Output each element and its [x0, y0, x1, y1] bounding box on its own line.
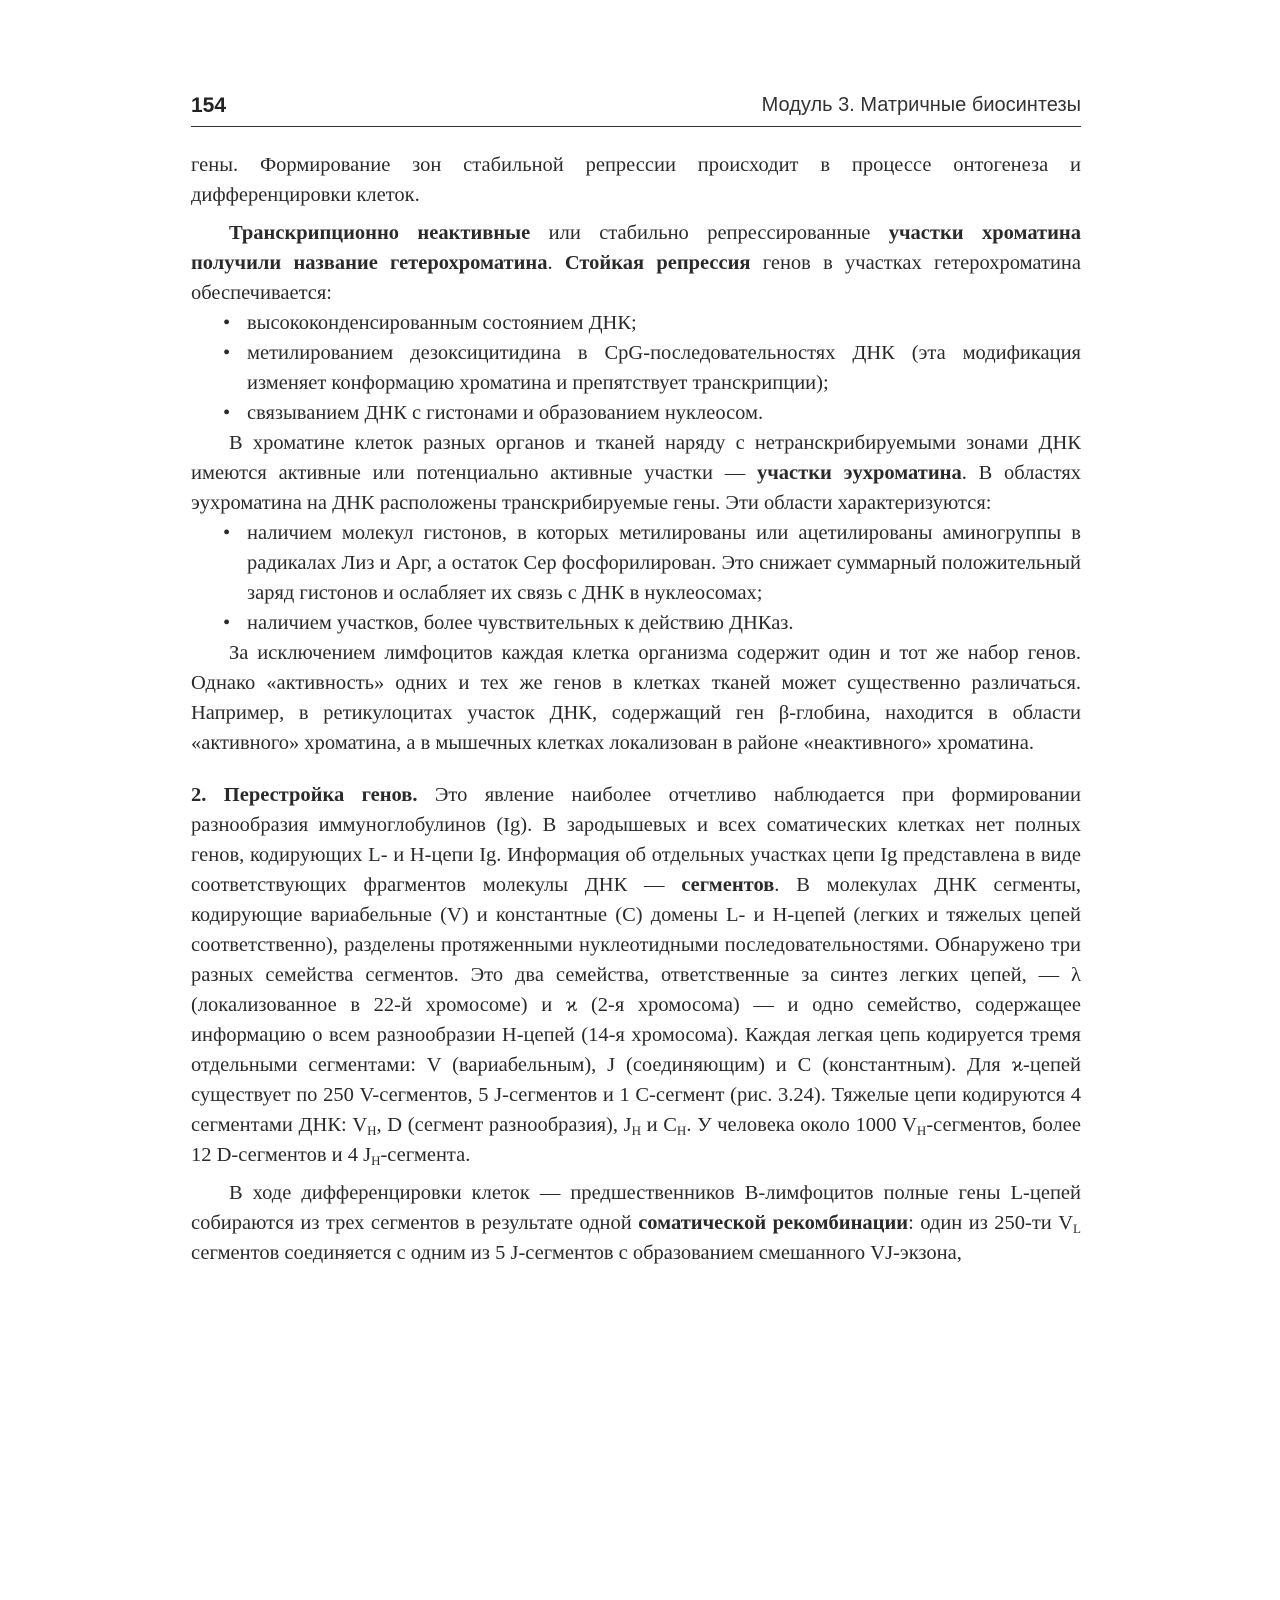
- bold-term: участки эухроматина: [756, 462, 962, 484]
- section-heading: 2. Перестройка генов.: [191, 784, 418, 806]
- list-item: • метилированием дезоксицитидина в CpG-последовательностях ДНК (эта модификация изменяет конформацию хроматина и препятствует транскрипции);: [247, 338, 1081, 398]
- text-run: . В областях эухроматина на ДНК расположены транскрибируемые гены. Эти области характеризуются:: [191, 462, 1082, 514]
- running-header: [191, 92, 1081, 127]
- text-run: -сегментов, более 12 D-сегментов и 4 J: [191, 1114, 1081, 1166]
- bold-term: Стойкая репрессия: [564, 252, 751, 274]
- list-item: • высококонденсированным состоянием ДНК;: [247, 308, 1081, 338]
- list-item: • наличием молекул гистонов, в которых метилированы или ацетилированы аминогруппы в радикалах Лиз и Арг, а остаток Сер фосфорилирован. Это снижает суммарный положительный заряд гистонов и ослабляет их связь с ДНК в нуклеосомах;: [247, 518, 1081, 608]
- paragraph-euchromatin: [191, 428, 1081, 518]
- text-run: . В молекулах ДНК сегменты, кодирующие вариабельные (V) и константные (C) домены L- и H-цепей (легких и тяжелых цепей соответственно), разделены протяженными нуклеотидными последовательностями. Обнаружено три разных семейства сегментов. Это два семейства, ответственные за синтез легких цепей, — λ (локализованное в 22-й хромосоме) и ϰ (2-я хромосома) — и одно семейство, содержащее информацию о всем разнообразии H-цепей (14-я хромосома). Каждая легкая цепь кодируется тремя отдельными сегментами: V (вариабельным), J (соединяющим) и C (константным). Для ϰ-цепей существует по 250 V-сегментов, 5 J-сегментов и 1 C-сегмент (рис. 3.24). Тяжелые цепи кодируются 4 сегментами ДНК: V: [191, 874, 1081, 1136]
- body-text: [191, 150, 1081, 1268]
- list-item: • связыванием ДНК с гистонами и образованием нуклеосом.: [247, 398, 1081, 428]
- heterochromatin-features-list: [191, 308, 1081, 428]
- bold-term: участки хроматина получили название гетерохроматина: [191, 222, 1081, 274]
- text-run: : один из 250-ти V: [908, 1212, 1074, 1234]
- paragraph-gene-rearrangement: [191, 780, 1081, 1170]
- subscript: H: [631, 1123, 641, 1138]
- text-run: и C: [640, 1114, 677, 1136]
- text-run: генов в участках гетерохроматина обеспечивается:: [191, 252, 1081, 304]
- paragraph-gene-activity: За исключением лимфоцитов каждая клетка организма содержит один и тот же набор генов. Однако «активность» одних и тех же генов в клетках тканей может существенно различаться. Например, в ретикулоцитах участок ДНК, содержащий ген β-глобина, находится в области «активного» хроматина, а в мышечных клетках локализован в районе «неактивного» хроматина.: [191, 642, 1081, 754]
- text-run: , D (сегмент разнообразия), J: [376, 1114, 632, 1136]
- subscript: H: [916, 1123, 927, 1138]
- subscript: H: [371, 1153, 381, 1168]
- text-run: . У человека около 1000 V: [686, 1114, 917, 1136]
- bold-term: соматической рекомбинации: [638, 1212, 909, 1234]
- subscript: H: [367, 1123, 377, 1138]
- text-run: В ходе дифференцировки клеток — предшественников В-лимфоцитов полные гены L-цепей собираются из трех сегментов в результате одной: [191, 1182, 1081, 1234]
- euchromatin-features-list: [191, 518, 1081, 638]
- text-run: или стабильно репрессированные: [530, 222, 889, 244]
- text-run: сегментов соединяется с одним из 5 J-сегментов с образованием смешанного VJ-экзона,: [191, 1242, 962, 1264]
- subscript: H: [676, 1123, 687, 1138]
- paragraph-continuation: гены. Формирование зон стабильной репрессии происходит в процессе онтогенеза и дифференцировки клеток.: [191, 154, 1081, 206]
- text-run: Это явление наиболее отчетливо наблюдается при формировании разнообразия иммуноглобулинов (Ig). В зародышевых и всех соматических клетках нет полных генов, кодирующих L- и H-цепи Ig. Информация об отдельных участках цепи Ig представлена в виде соответствующих фрагментов молекулы ДНК —: [191, 784, 1081, 896]
- bold-term: Транскрипционно неактивные: [229, 222, 531, 244]
- text-run: .: [547, 252, 565, 274]
- text-run: В хроматине клеток разных органов и тканей наряду с нетранскрибируемыми зонами ДНК имеются активные или потенциально активные участки —: [191, 432, 1081, 484]
- module-title: Модуль 3. Матричные биосинтезы: [761, 94, 1081, 116]
- bold-term: сегментов: [681, 874, 775, 896]
- list-item: • наличием участков, более чувствительных к действию ДНКаз.: [247, 608, 1081, 638]
- page-number: 154: [191, 94, 227, 117]
- text-run: -сегмента.: [380, 1144, 471, 1166]
- paragraph-heterochromatin: [191, 218, 1081, 308]
- subscript: L: [1073, 1221, 1081, 1236]
- paragraph-recombination: [191, 1178, 1081, 1268]
